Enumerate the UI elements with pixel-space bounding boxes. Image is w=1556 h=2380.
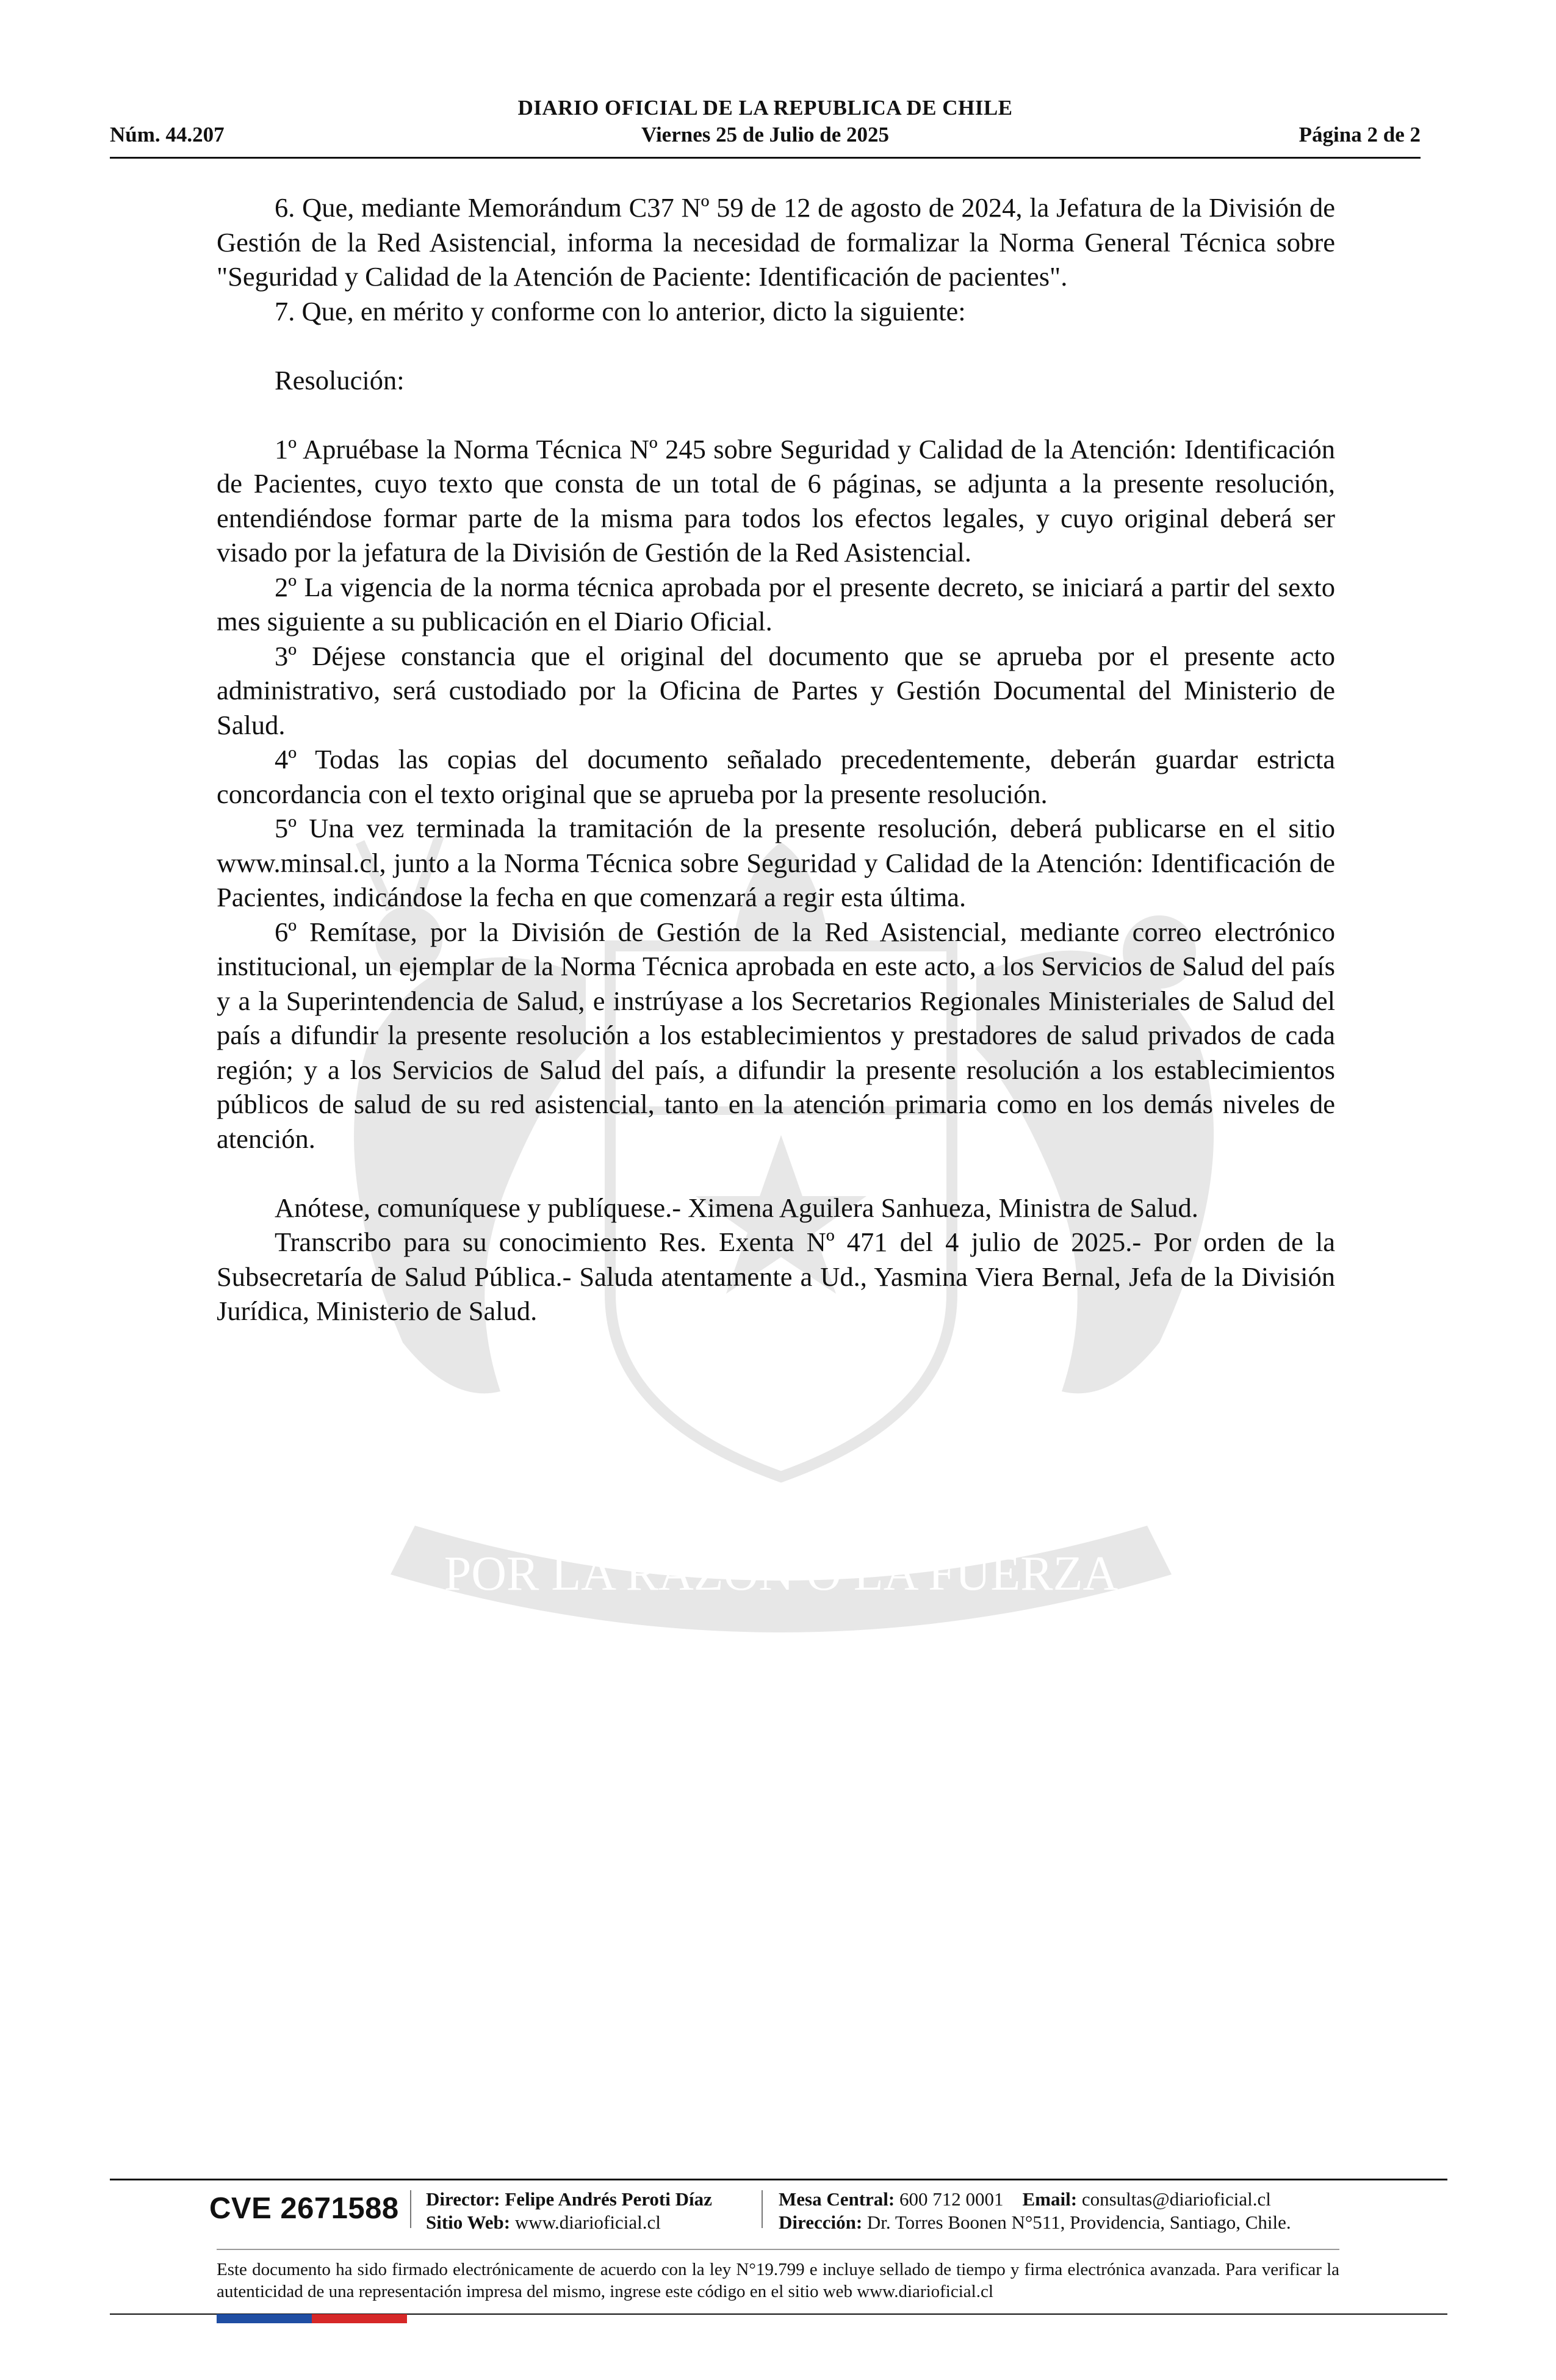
chile-flag-stripe xyxy=(217,2314,407,2323)
address-value: Dr. Torres Boonen N°511, Providencia, Santiago, Chile. xyxy=(866,2212,1291,2233)
journal-title: DIARIO OFICIAL DE LA REPUBLICA DE CHILE xyxy=(517,96,1013,120)
footer-divider xyxy=(762,2190,763,2228)
footer-divider xyxy=(410,2190,411,2228)
email-label: Email: xyxy=(1022,2188,1078,2210)
email-link[interactable]: consultas@diarioficial.cl xyxy=(1081,2188,1271,2210)
address-label: Dirección: xyxy=(779,2212,863,2233)
issue-number: Núm. 44.207 xyxy=(110,123,225,146)
paragraph-resolucion-6: 6º Remítase, por la División de Gestión de la Red Asistencial, mediante correo electrónico institucional, un ejemplar de la Norma Técnica aprobada en este acto, a los Servicios de Salud del país y a la Superintendencia de Salud, e instrúyase a los Secretarios Regionales Ministeriales de Salud del país a difundir la presente resolución a los establecimientos y prestadores de salud privados de cada región; y a los Servicios de Salud del país, a difundir la presente resolución a los establecimientos públicos de salud de su red asistencial, tanto en la atención primaria como en los demás niveles de atención. xyxy=(217,916,1335,1154)
flag-blue-stripe xyxy=(217,2314,312,2323)
director-label: Director: xyxy=(426,2188,500,2210)
cve-code: CVE 2671588 xyxy=(209,2192,399,2225)
legal-notice: Este documento ha sido firmado electrónicamente de acuerdo con la ley N°19.799 e incluye sellado de tiempo y firma electrónica avanzada. Para verificar la autenticidad de una representación impresa del mismo, ingrese este código en el sitio web www.diarioficial.cl xyxy=(217,2260,1339,2301)
paragraph-considerando-6: 6. Que, mediante Memorándum C37 Nº 59 de 12 de agosto de 2024, la Jefatura de la División de Gestión de la Red Asistencial, informa la necesidad de formalizar la Norma General Técnica sobre "Seguridad y Calidad de la Atención de Paciente: Identificación de pacientes". xyxy=(217,192,1335,292)
mesa-label: Mesa Central: xyxy=(779,2188,895,2210)
issue-date: Viernes 25 de Julio de 2025 xyxy=(641,123,890,146)
footer-director-block xyxy=(426,2188,712,2234)
paragraph-resolucion-4: 4º Todas las copias del documento señalado precedentemente, deberán guardar estricta concordancia con el texto original que se aprueba por la presente resolución. xyxy=(217,744,1335,809)
mesa-phone: 600 712 0001 xyxy=(899,2188,1004,2210)
footer-contact-block xyxy=(779,2188,1291,2234)
transcription-note: Transcribo para su conocimiento Res. Exenta Nº 471 del 4 julio de 2025.- Por orden de la Subsecretaría de Salud Pública.- Saluda atentamente a Ud., Yasmina Viera Bernal, Jefa de la División Jurídica, Ministerio de Salud. xyxy=(217,1227,1335,1326)
paragraph-resolucion-2: 2º La vigencia de la norma técnica aprobada por el presente decreto, se iniciará a partir del sexto mes siguiente a su publicación en el Diario Oficial. xyxy=(217,571,1335,636)
website-link[interactable]: www.diarioficial.cl xyxy=(514,2212,661,2233)
paragraph-resolucion-5: 5º Una vez terminada la tramitación de la presente resolución, deberá publicarse en el sitio www.minsal.cl, junto a la Norma Técnica sobre Seguridad y Calidad de la Atención: Identificación de Pacientes, indicándose la fecha en que comenzará a regir esta última. xyxy=(217,813,1335,912)
flag-red-stripe xyxy=(312,2314,407,2323)
page-header xyxy=(110,95,1421,159)
director-name: Felipe Andrés Peroti Díaz xyxy=(505,2188,712,2210)
watermark-motto: POR LA RAZON O LA FUERZA xyxy=(444,1547,1118,1601)
paragraph-considerando-7: 7. Que, en mérito y conforme con lo anterior, dicto la siguiente: xyxy=(275,295,966,326)
resolution-heading: Resolución: xyxy=(275,364,405,395)
closing-signature: Anótese, comuníquese y publíquese.- Ximena Aguilera Sanhueza, Ministra de Salud. xyxy=(275,1192,1198,1223)
footer-rule xyxy=(217,2249,1339,2250)
website-label: Sitio Web: xyxy=(426,2212,511,2233)
paragraph-resolucion-3: 3º Déjese constancia que el original del documento que se aprueba por el presente acto administrativo, será custodiado por la Oficina de Partes y Gestión Documental del Ministerio de Salud. xyxy=(217,640,1335,740)
paragraph-resolucion-1: 1º Apruébase la Norma Técnica Nº 245 sobre Seguridad y Calidad de la Atención: Identificación de Pacientes, cuyo texto que consta de un total de 6 páginas, se adjunta a la presente resolución, entendiéndose formar parte de la misma para todos los efectos legales, y cuyo original deberá ser visado por la jefatura de la División de Gestión de la Red Asistencial. xyxy=(217,433,1335,568)
document-body xyxy=(217,190,1335,1329)
page-footer xyxy=(110,2179,1447,2301)
page-number: Página 2 de 2 xyxy=(1298,123,1421,146)
